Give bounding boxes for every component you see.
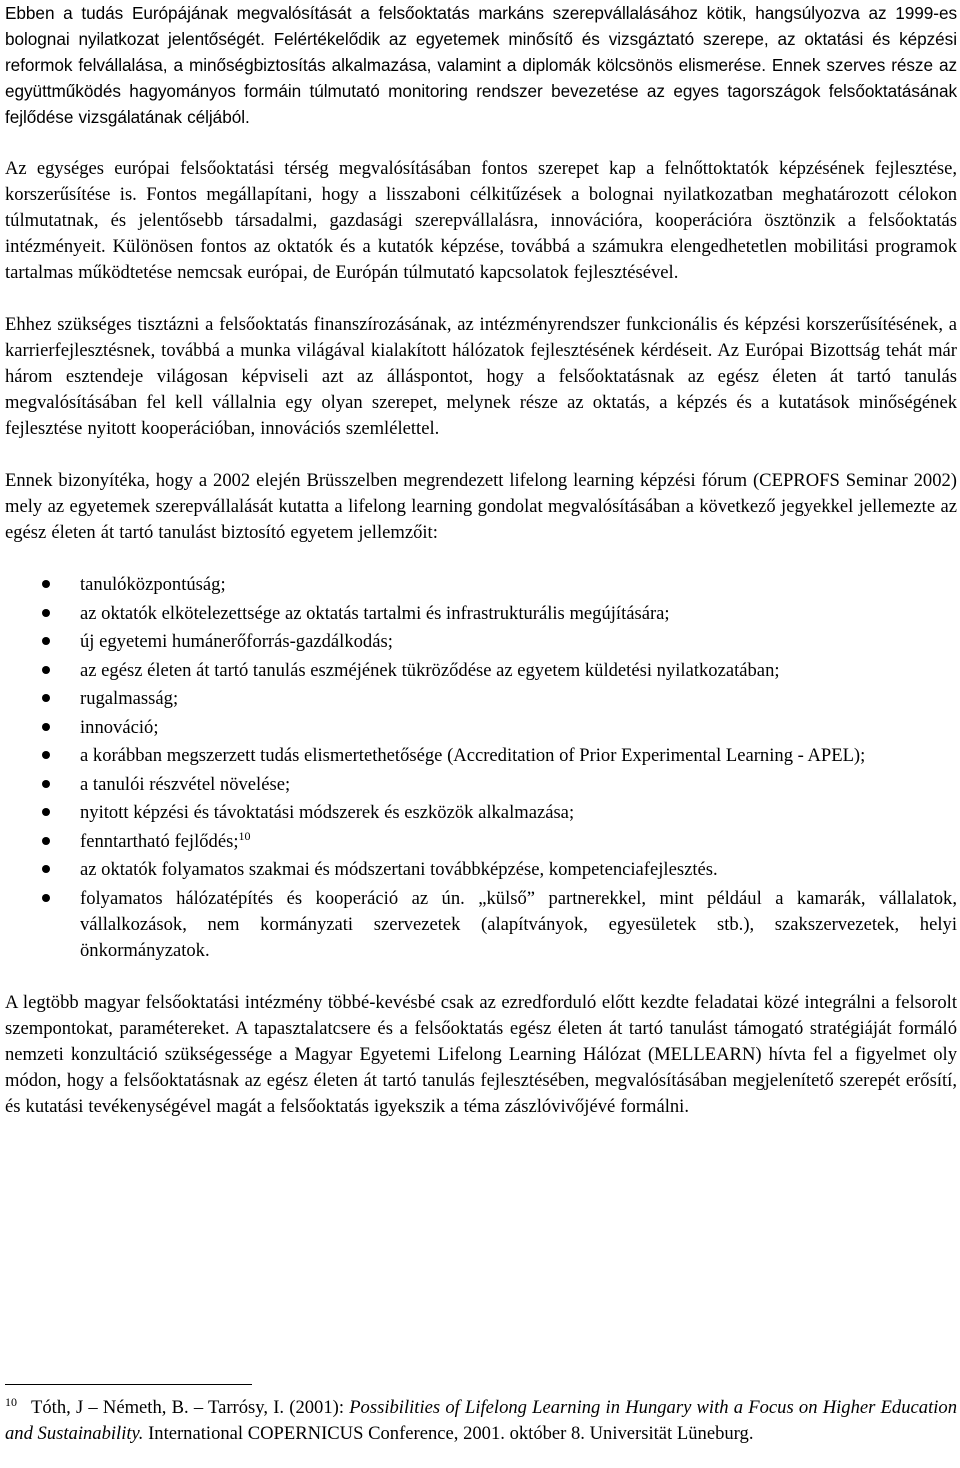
- footnote-title: Possibilities of Lifelong Learning in Hungary with a Focus on Higher Education and Sustainability.: [5, 1397, 958, 1444]
- list-item: [5, 886, 957, 964]
- list-item-text: rugalmasság;: [80, 688, 179, 709]
- list-item: [5, 743, 957, 769]
- bullet-icon: [42, 694, 50, 702]
- footnote: [5, 1395, 957, 1447]
- bullet-list: [5, 572, 957, 964]
- document-page: [5, 0, 957, 1120]
- list-item-text: fenntartható fejlődés;: [80, 830, 239, 852]
- list-item: [5, 772, 957, 798]
- list-item: [5, 800, 957, 826]
- list-item: [5, 601, 957, 627]
- list-item: [5, 857, 957, 883]
- paragraph-5: A legtöbb magyar felsőoktatási intézmény többé-kevésbé csak az ezredforduló előtt kezdte feladatai közé integrálni a felsorolt szempontokat, paramétereket. A tapasztalatcsere és a felsőoktatás egész életen át tartó tanulást támogató stratégiáját formáló nemzeti konzultáció szükségessége a Magyar Egyetemi Lifelong Learning Hálózat (MELLEARN) hívta fel a figyelmet oly módon, hogy a felsőoktatásnak az egész életen át tartó tanulás fejlesztésében, megvalósításában megjelenítető szerepét erősítí, és kutatási tevékenységével magát a felsőoktatás igyekszik a téma zászlóvivőjévé formálni.: [5, 991, 957, 1117]
- footnote-number: 10: [5, 1394, 17, 1409]
- bullet-icon: [42, 666, 50, 674]
- list-item-text: az egész életen át tartó tanulás eszméjének tükröződése az egyetem küldetési nyilatkozatában;: [80, 659, 780, 681]
- paragraph-4: Ennek bizonyítéka, hogy a 2002 elején Brüsszelben megrendezett lifelong learning képzési fórum (CEPROFS Seminar 2002) mely az egyetemek szerepvállalását kutatta a lifelong learning gondolat megvalósításában a következő jegyekkel jellemezte az egész életen át tartó tanulást biztosító egyetem jellemzőit:: [5, 470, 957, 543]
- list-item-text: új egyetemi humánerőforrás-gazdálkodás;: [80, 631, 393, 652]
- list-item-text: az oktatók elkötelezettsége az oktatás tartalmi és infrastrukturális megújítására;: [80, 602, 670, 624]
- list-item-text: tanulóközpontúság;: [80, 574, 226, 595]
- bullet-icon: [42, 780, 50, 788]
- list-item: [5, 715, 957, 741]
- footnote-authors: Tóth, J – Németh, B. – Tarrósy, I. (2001):: [31, 1397, 350, 1418]
- list-item-text: a tanulói részvétel növelése;: [80, 773, 291, 795]
- bullet-icon: [42, 751, 50, 759]
- bullet-icon: [42, 723, 50, 731]
- list-item-text: nyitott képzési és távoktatási módszerek és eszközök alkalmazása;: [80, 802, 575, 823]
- footnote-reference[interactable]: 10: [238, 828, 251, 843]
- paragraph-1: Ebben a tudás Európájának megvalósítását a felsőoktatás markáns szerepvállalásához kötik, hangsúlyozva az 1999-es bolognai nyilatkozat jelentőségét. Felértékelődik az egyetemek minősítő és vizsgáztató szerepe, az oktatási és képzési reformok felvállalása, a minőségbiztosítás alkalmazása, valamint a diplomák kölcsönös elismerése. Ennek szerves része az együttműködés hagyományos formáin túlmutató monitoring rendszer bevezetése az egyes tagországok felsőoktatásának fejlődése vizsgálatának céljából.: [5, 3, 957, 127]
- list-item-text: az oktatók folyamatos szakmai és módszertani továbbképzése, kompetenciafejlesztés.: [80, 859, 718, 880]
- bullet-icon: [42, 894, 50, 902]
- footnote-divider: [5, 1384, 252, 1385]
- list-item: [5, 658, 957, 684]
- list-item: [5, 686, 957, 712]
- list-item-text: innováció;: [80, 716, 159, 738]
- list-item-text: a korábban megszerzett tudás elismertethetősége (Accreditation of Prior Experimental Learning - APEL);: [80, 745, 866, 766]
- bullet-icon: [42, 637, 50, 645]
- list-item: [5, 572, 957, 598]
- paragraph-3: Ehhez szükséges tisztázni a felsőoktatás finanszírozásának, az intézményrendszer funkcionális és képzési korszerűsítésének, a karrierfejlesztésnek, továbbá a munka világával kialakított hálózatok fejlesztésének kérdéseit. Az Európai Bizottság tehát már három esztendeje világosan képviseli azt az álláspontot, hogy a felsőoktatásnak az egész életen át tartó tanulás megvalósításában fel kell vállalnia egy olyan szerepet, melynek része az oktatás, a képzés és a kutatások minőségének fejlesztése nyitott kooperációban, innovációs szemlélettel.: [5, 314, 957, 439]
- bullet-icon: [42, 808, 50, 816]
- bullet-icon: [42, 609, 50, 617]
- bullet-icon: [42, 580, 50, 588]
- footnote-source: International COPERNICUS Conference, 2001. október 8. Universität Lüneburg.: [143, 1423, 754, 1444]
- list-item-text: folyamatos hálózatépítés és kooperáció az ún. „külső” partnerekkel, mint például a kamarák, vállalatok, vállalkozások, nem kormányzati szervezetek (alapítványok, egyesületek stb.), szakszervezetek, helyi önkormányzatok.: [80, 887, 957, 961]
- bullet-icon: [42, 837, 50, 845]
- bullet-icon: [42, 865, 50, 873]
- list-item: [5, 629, 957, 655]
- list-item: [5, 829, 957, 855]
- paragraph-2: Az egységes európai felsőoktatási térség megvalósításában fontos szerepet kap a felnőttoktatók képzésének fejlesztése, korszerűsítése is. Fontos megállapítani, hogy a lisszaboni célkitűzések a bolognai nyilatkozatban meghatározott célokon túlmutatnak, és jelentősebb társadalmi, gazdasági szerepvállalásra, innovációra, kooperációra ösztönzik a felsőoktatás intézményeit. Különösen fontos az oktatók és a kutatók képzése, továbbá a számukra elengedhetetlen mobilitási programok tartalmas működtetése nemcsak európai, de Európán túlmutató kapcsolatok fejlesztésével.: [5, 158, 957, 283]
